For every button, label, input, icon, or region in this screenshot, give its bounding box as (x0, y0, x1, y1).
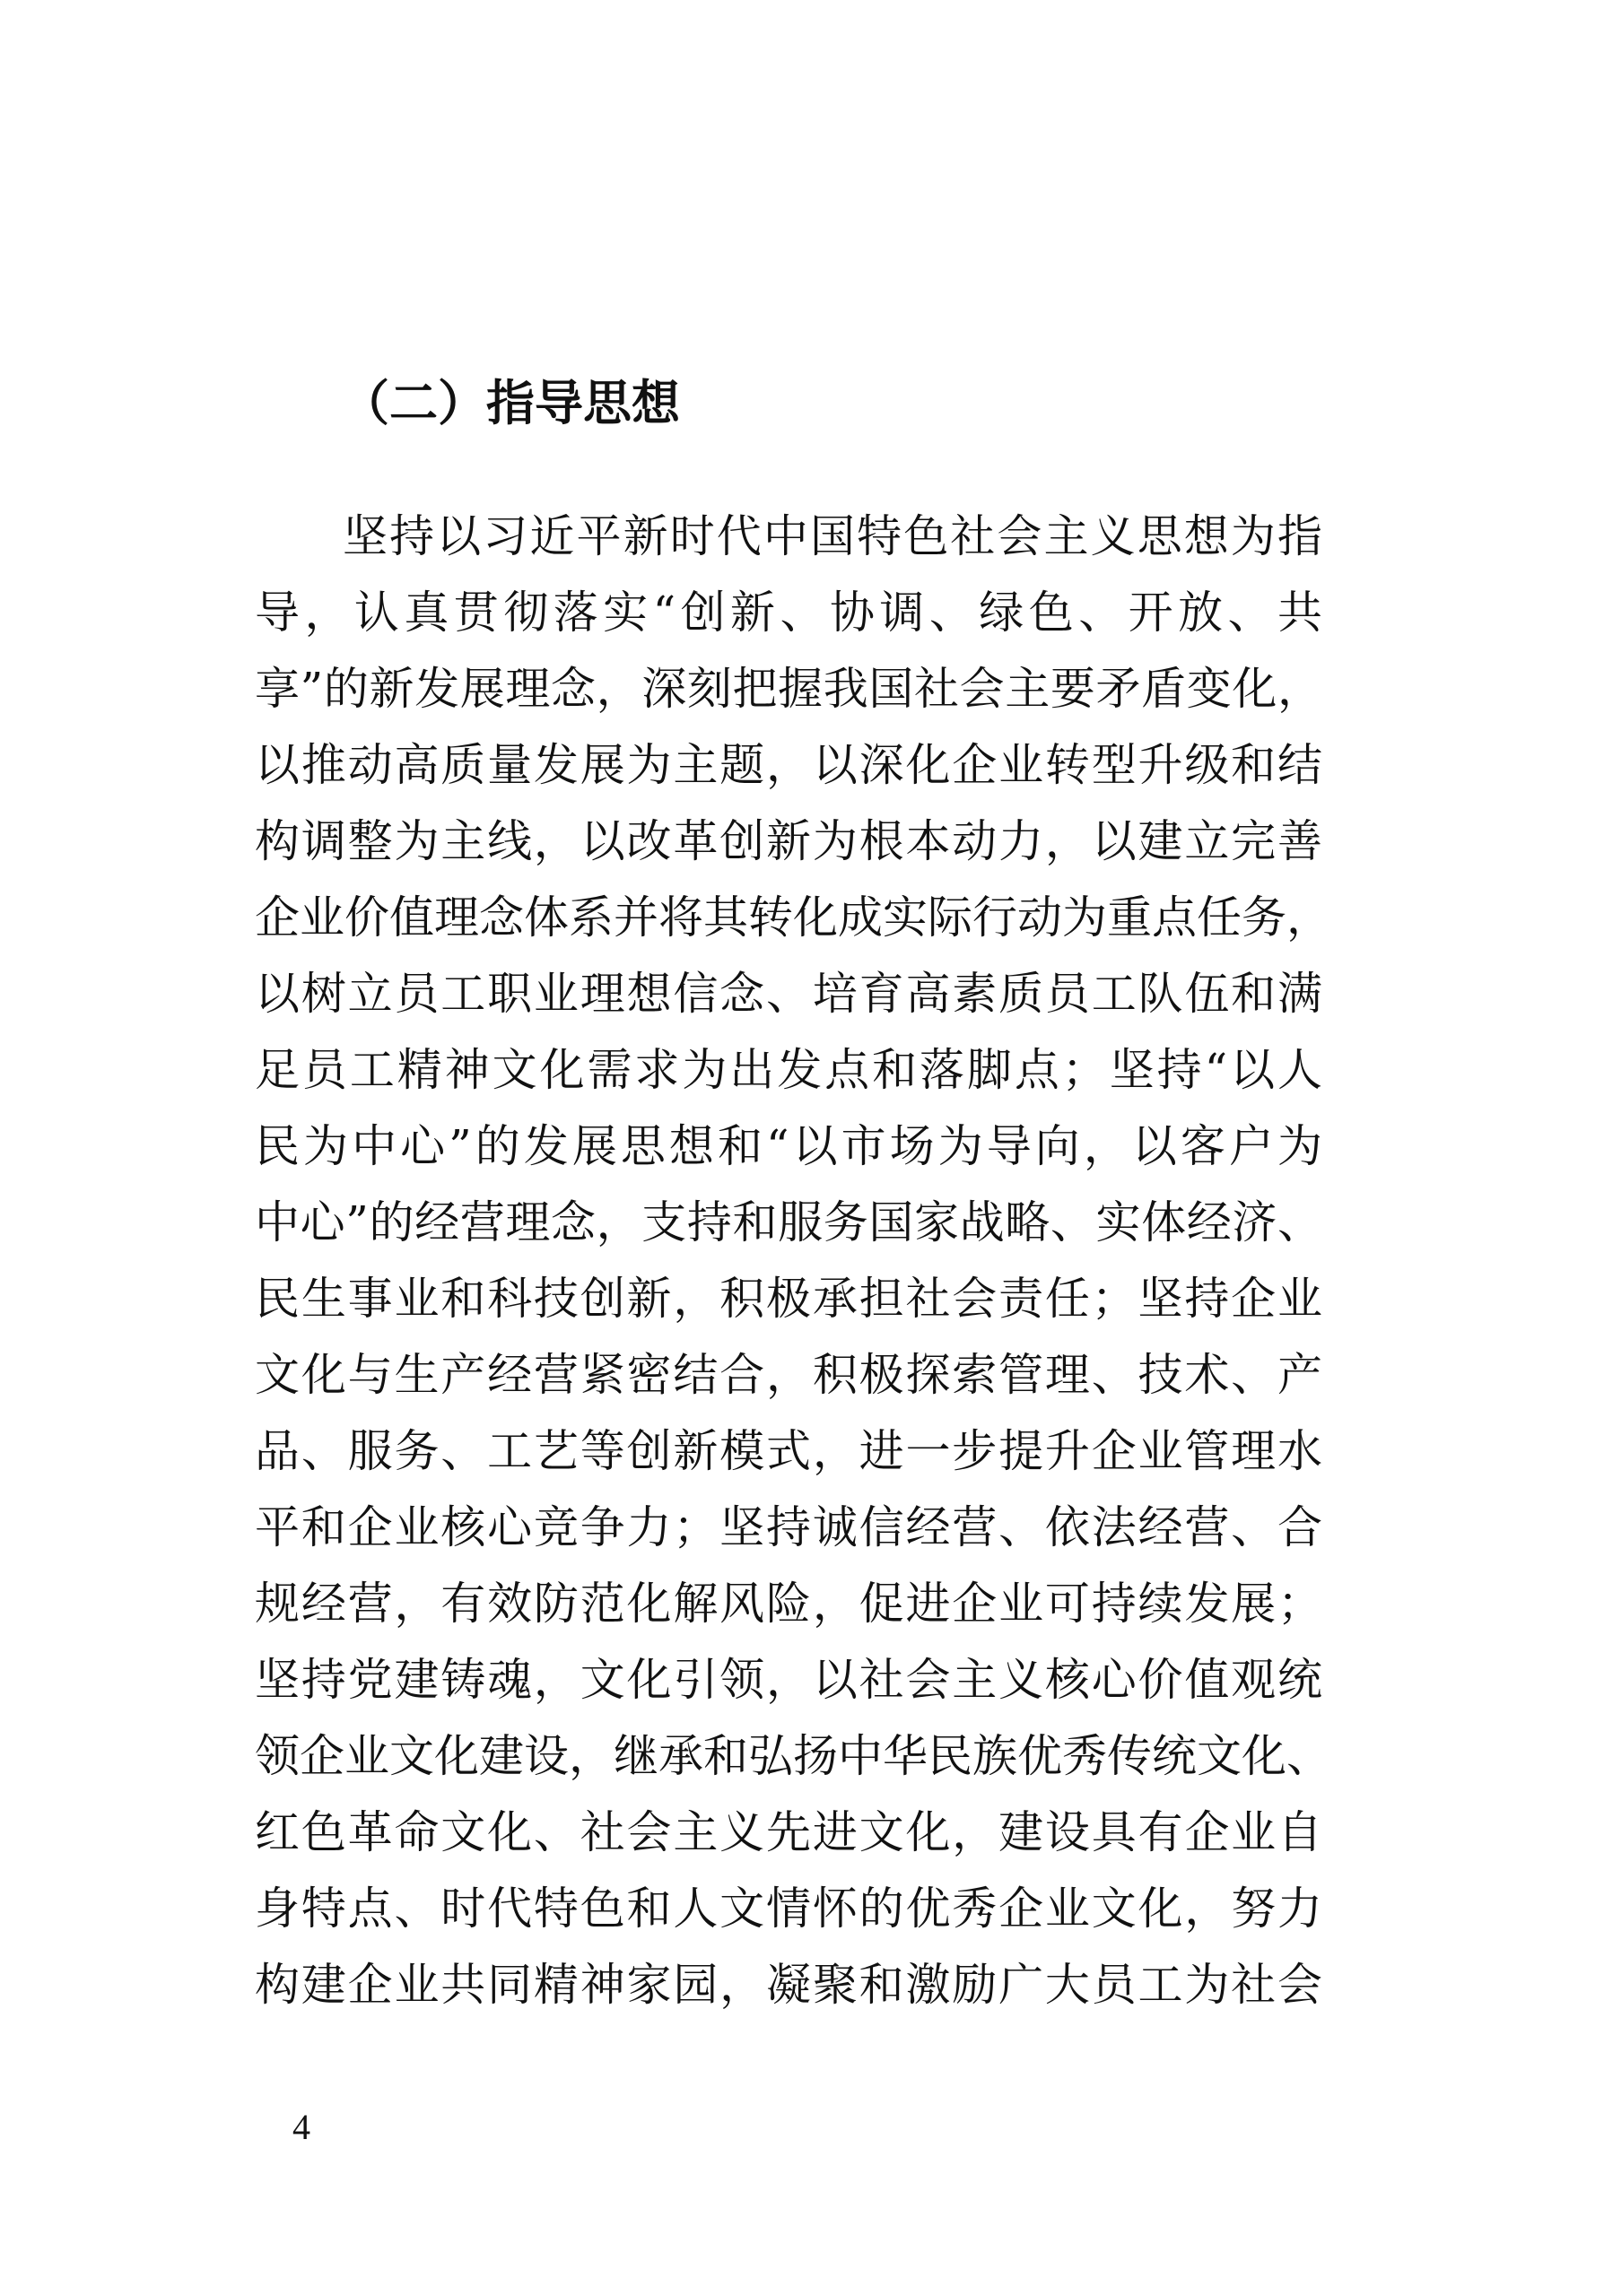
paragraph-line: 以推动高质量发展为主题，以深化企业转型升级和结 (255, 739, 1322, 791)
body-paragraph (255, 499, 1331, 2023)
paragraph-line: 中心”的经营理念，支持和服务国家战略、实体经济、 (255, 1196, 1322, 1248)
paragraph-line: 构调整为主线，以改革创新为根本动力，以建立完善 (255, 815, 1322, 867)
paragraph-line: 红色革命文化、社会主义先进文化，建设具有企业自 (255, 1806, 1322, 1858)
paragraph-line: 坚持党建铸魂，文化引领，以社会主义核心价值观统 (255, 1654, 1322, 1706)
paragraph-line: 平和企业核心竞争力；坚持诚信经营、依法经营、合 (255, 1501, 1322, 1553)
paragraph-line: 身特点、时代特色和人文情怀的优秀企业文化，努力 (255, 1883, 1322, 1935)
paragraph-line: 足员工精神文化需求为出发点和落脚点；坚持“以人 (255, 1044, 1322, 1096)
paragraph-line: 领企业文化建设，继承和弘扬中华民族优秀传统文化、 (255, 1730, 1331, 1782)
paragraph-line: 坚持以习近平新时代中国特色社会主义思想为指 (343, 510, 1322, 562)
paragraph-line: 民生事业和科技创新，积极承担社会责任；坚持企业 (255, 1273, 1322, 1325)
paragraph-line: 品、服务、工艺等创新模式，进一步提升企业管理水 (255, 1425, 1322, 1477)
paragraph-line: 民为中心”的发展思想和“以市场为导向，以客户为 (255, 1120, 1322, 1172)
paragraph-line: 规经营，有效防范化解风险，促进企业可持续发展； (255, 1578, 1322, 1630)
paragraph-line: 文化与生产经营紧密结合，积极探索管理、技术、产 (255, 1349, 1322, 1401)
paragraph-line: 导，认真贯彻落实“创新、协调、绿色、开放、共 (255, 587, 1322, 639)
paragraph-line: 企业价值理念体系并将其转化成实际行动为重点任务， (255, 891, 1331, 944)
paragraph-line: 享”的新发展理念，深刻把握我国社会主要矛盾变化， (255, 663, 1322, 715)
paragraph-line: 构建企业共同精神家园，凝聚和激励广大员工为社会 (255, 1959, 1322, 2011)
section-heading: （二）指导思想 (341, 375, 680, 431)
paragraph-line: 以树立员工职业理想信念、培育高素质员工队伍和满 (255, 968, 1322, 1020)
page-number: 4 (292, 2107, 310, 2147)
